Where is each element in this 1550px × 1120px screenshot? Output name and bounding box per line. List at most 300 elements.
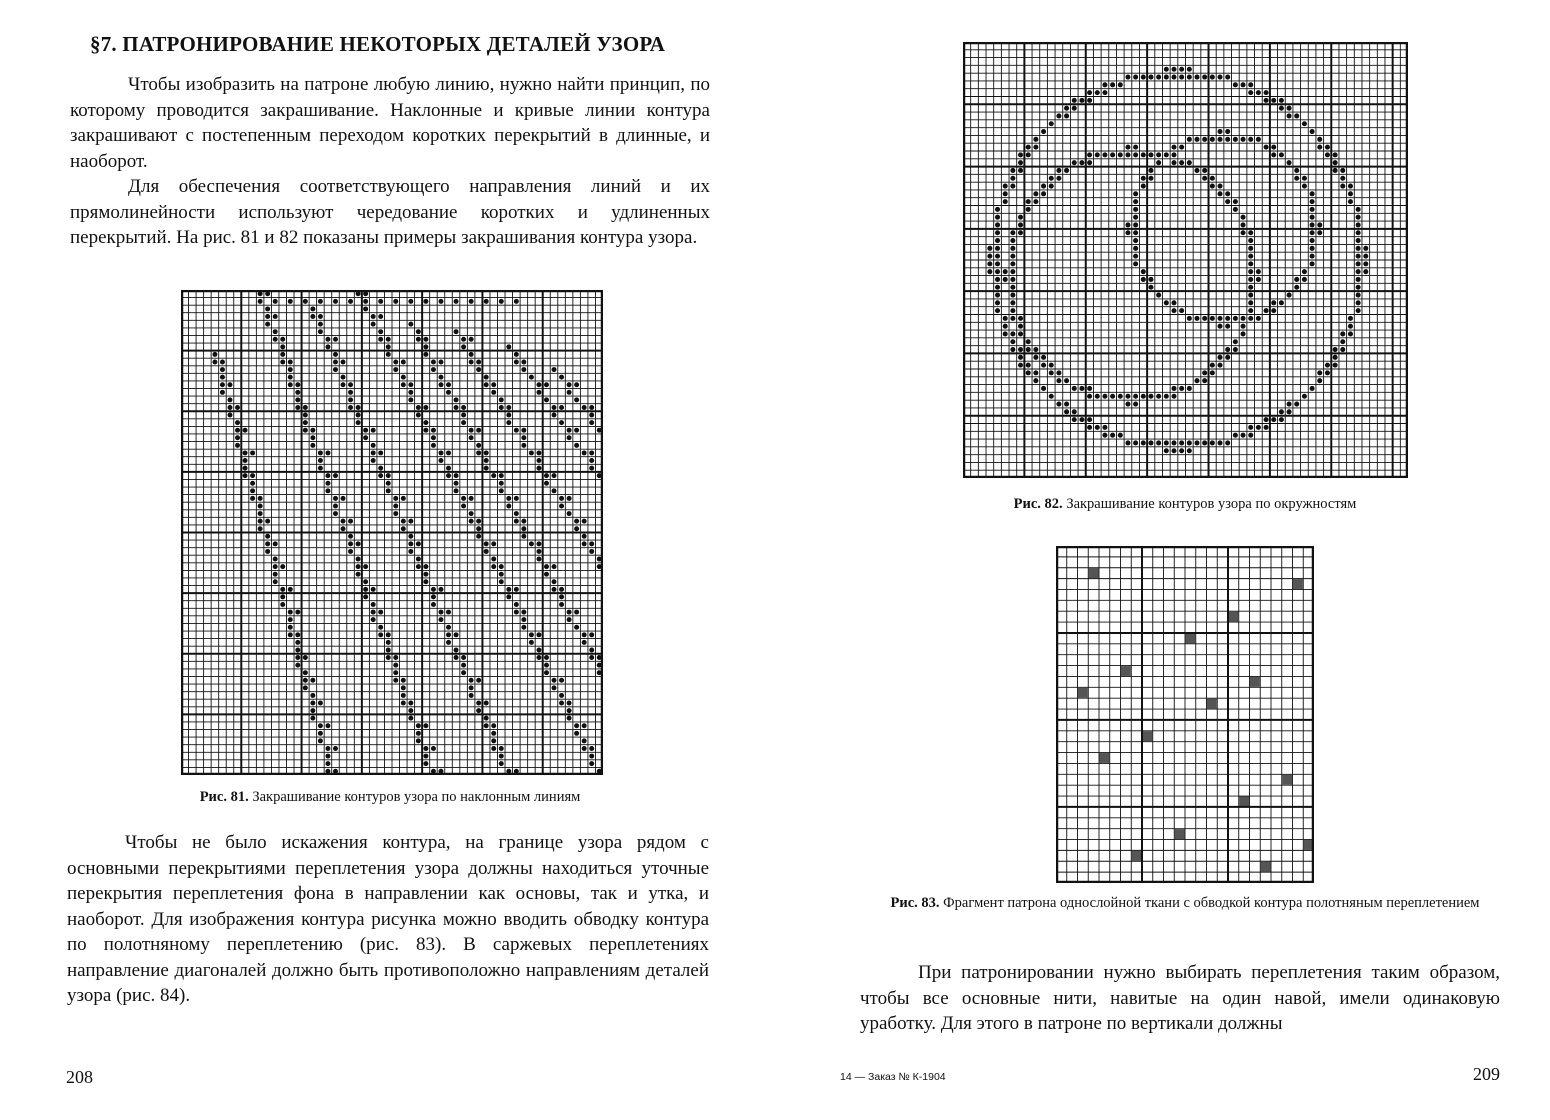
pattern-dot xyxy=(1294,168,1299,173)
pattern-dot xyxy=(1033,370,1038,375)
pattern-dot xyxy=(1333,160,1338,165)
pattern-dot xyxy=(1179,386,1184,391)
pattern-dot xyxy=(1049,363,1054,368)
pattern-dot xyxy=(1202,168,1207,173)
pattern-dot xyxy=(506,587,511,592)
pattern-dot xyxy=(431,360,436,365)
pattern-dot xyxy=(1310,215,1315,220)
pattern-dot xyxy=(393,655,398,660)
pattern-dot xyxy=(1171,145,1176,150)
pattern-dot xyxy=(484,466,489,471)
pattern-dot xyxy=(401,496,406,501)
pattern-dot xyxy=(386,337,391,342)
pattern-dot xyxy=(589,458,594,463)
pattern-dot xyxy=(386,647,391,652)
pattern-dot xyxy=(484,723,489,728)
pattern-dot xyxy=(469,511,474,516)
pattern-dot xyxy=(1133,254,1138,259)
pattern-dot xyxy=(1348,331,1353,336)
pattern-dot xyxy=(1264,308,1269,313)
figure-81-caption-text: Закрашивание контуров узора по наклонным линиям xyxy=(248,789,581,805)
pattern-dot xyxy=(423,746,428,751)
pattern-dot xyxy=(987,246,992,251)
pattern-cell-hatched xyxy=(1078,688,1088,698)
pattern-dot xyxy=(1187,160,1192,165)
pattern-dot xyxy=(363,564,368,569)
pattern-dot xyxy=(363,579,368,584)
pattern-dot xyxy=(288,625,293,630)
pattern-dot xyxy=(416,337,421,342)
pattern-dot xyxy=(536,549,541,554)
pattern-dot xyxy=(484,716,489,721)
pattern-dot xyxy=(401,360,406,365)
pattern-dot xyxy=(582,640,587,645)
pattern-dot xyxy=(1348,199,1353,204)
pattern-dot xyxy=(514,602,519,607)
pattern-dot xyxy=(1010,254,1015,259)
pattern-dot xyxy=(1333,168,1338,173)
pattern-dot xyxy=(378,466,383,471)
pattern-dot xyxy=(1018,316,1023,321)
pattern-dot xyxy=(1210,137,1215,142)
pattern-dot xyxy=(1233,347,1238,352)
pattern-dot xyxy=(559,503,564,508)
pattern-dot xyxy=(1194,137,1199,142)
pattern-dot xyxy=(499,481,504,486)
pattern-dot xyxy=(1225,199,1230,204)
pattern-dot xyxy=(265,549,270,554)
pattern-dot xyxy=(446,390,451,395)
pattern-dot xyxy=(1064,402,1069,407)
pattern-dot xyxy=(1271,98,1276,103)
pattern-dot xyxy=(288,367,293,372)
pattern-dot xyxy=(567,496,572,501)
pattern-dot xyxy=(1217,363,1222,368)
pattern-dot xyxy=(1018,230,1023,235)
pattern-dot xyxy=(1026,370,1031,375)
pattern-dot xyxy=(1164,75,1169,80)
pattern-dot xyxy=(574,723,579,728)
pattern-dot xyxy=(431,587,436,592)
pattern-dot xyxy=(1010,347,1015,352)
pattern-dot xyxy=(1095,394,1100,399)
pattern-dot xyxy=(1102,425,1107,430)
pattern-dot xyxy=(1264,417,1269,422)
pattern-dot xyxy=(371,610,376,615)
pattern-dot xyxy=(250,481,255,486)
pattern-dot xyxy=(318,322,323,327)
pattern-dot xyxy=(499,754,504,759)
pattern-dot xyxy=(386,640,391,645)
pattern-dot xyxy=(1087,98,1092,103)
pattern-dot xyxy=(386,473,391,478)
pattern-dot xyxy=(469,299,474,304)
pattern-dot xyxy=(1003,191,1008,196)
pattern-dot xyxy=(476,443,481,448)
pattern-dot xyxy=(589,754,594,759)
pattern-dot xyxy=(438,617,443,622)
pattern-dot xyxy=(310,716,315,721)
pattern-dot xyxy=(1294,176,1299,181)
pattern-dot xyxy=(499,473,504,478)
pattern-dot xyxy=(1256,269,1261,274)
pattern-dot xyxy=(1294,402,1299,407)
pattern-dot xyxy=(1164,448,1169,453)
pattern-dot xyxy=(567,390,572,395)
pattern-dot xyxy=(235,420,240,425)
pattern-dot xyxy=(1133,394,1138,399)
pattern-dot xyxy=(325,746,330,751)
pattern-dot xyxy=(1363,246,1368,251)
pattern-dot xyxy=(514,587,519,592)
pattern-dot xyxy=(258,511,263,516)
paragraph-3: Чтобы не было искажения контура, на границе узора рядом с основными перекрытиями переплетения узора должны находиться уточные перекрытия переплетения фона в направлении как основы, так и утка, и наоборот. Для изображения контура рисунка можно вводить обводку контура по полотняному переплетению (рис. 83). В саржевых переплетениях направление диагоналей должно быть противоположно направлениям деталей узора (рис. 84). xyxy=(67,832,709,1006)
pattern-dot xyxy=(371,428,376,433)
pattern-dot xyxy=(378,610,383,615)
pattern-dot xyxy=(469,678,474,683)
pattern-dot xyxy=(416,413,421,418)
pattern-dot xyxy=(310,693,315,698)
pattern-dot xyxy=(476,701,481,706)
pattern-dot xyxy=(536,541,541,546)
pattern-dot xyxy=(348,549,353,554)
pattern-dot xyxy=(1325,152,1330,157)
pattern-dot xyxy=(476,678,481,683)
pattern-dot xyxy=(401,382,406,387)
pattern-dot xyxy=(469,337,474,342)
pattern-dot xyxy=(1179,308,1184,313)
pattern-dot xyxy=(995,215,1000,220)
pattern-dot xyxy=(552,564,557,569)
pattern-dot xyxy=(371,450,376,455)
pattern-dot xyxy=(567,610,572,615)
pattern-dot xyxy=(1210,370,1215,375)
pattern-dot xyxy=(1087,386,1092,391)
pattern-dot xyxy=(356,557,361,562)
pattern-dot xyxy=(1256,137,1261,142)
pattern-dot xyxy=(1241,316,1246,321)
pattern-dot xyxy=(423,572,428,577)
pattern-dot xyxy=(348,390,353,395)
pattern-dot xyxy=(1210,184,1215,189)
pattern-dot xyxy=(1225,324,1230,329)
pattern-dot xyxy=(1310,191,1315,196)
pattern-dot xyxy=(552,367,557,372)
pattern-dot xyxy=(1356,261,1361,266)
pattern-dot xyxy=(243,473,248,478)
pattern-dot xyxy=(423,723,428,728)
pattern-dot xyxy=(1310,207,1315,212)
pattern-dot xyxy=(325,344,330,349)
pattern-dot xyxy=(303,413,308,418)
pattern-dot xyxy=(1133,75,1138,80)
pattern-dot xyxy=(1125,440,1130,445)
pattern-dot xyxy=(1133,152,1138,157)
pattern-dot xyxy=(1072,106,1077,111)
pattern-dot xyxy=(499,405,504,410)
pattern-dot xyxy=(378,450,383,455)
pattern-dot xyxy=(1179,67,1184,72)
pattern-dot xyxy=(1102,152,1107,157)
pattern-dot xyxy=(431,443,436,448)
pattern-dot xyxy=(1302,277,1307,282)
pattern-dot xyxy=(423,352,428,357)
pattern-dot xyxy=(552,405,557,410)
print-order-note: 14 — Заказ № К-1904 xyxy=(840,1071,946,1083)
pattern-dot xyxy=(258,519,263,524)
pattern-dot xyxy=(567,511,572,516)
pattern-dot xyxy=(1003,277,1008,282)
pattern-dot xyxy=(401,693,406,698)
pattern-dot xyxy=(348,382,353,387)
pattern-dot xyxy=(325,723,330,728)
pattern-dot xyxy=(491,541,496,546)
pattern-dot xyxy=(1110,152,1115,157)
pattern-dot xyxy=(582,738,587,743)
pattern-dot xyxy=(393,360,398,365)
pattern-dot xyxy=(499,564,504,569)
pattern-dot xyxy=(514,428,519,433)
pattern-dot xyxy=(393,496,398,501)
pattern-dot xyxy=(491,746,496,751)
pattern-dot xyxy=(1287,402,1292,407)
pattern-dot xyxy=(363,587,368,592)
paragraph-2: Для обеспечения соответствующего направления линий и их прямолинейности используют чередование коротких и удлиненных перекрытий. На рис. 81 и 82 показаны примеры закрашивания контура узора. xyxy=(70,176,710,248)
pattern-dot xyxy=(589,450,594,455)
pattern-dot xyxy=(484,382,489,387)
pattern-dot xyxy=(506,496,511,501)
pattern-dot xyxy=(559,420,564,425)
pattern-dot xyxy=(1287,293,1292,298)
pattern-dot xyxy=(582,534,587,539)
pattern-dot xyxy=(378,337,383,342)
pattern-dot xyxy=(1003,324,1008,329)
pattern-cell-hatched xyxy=(1293,579,1303,589)
pattern-dot xyxy=(1072,98,1077,103)
pattern-dot xyxy=(1256,277,1261,282)
pattern-dot xyxy=(408,382,413,387)
pattern-dot xyxy=(559,587,564,592)
pattern-dot xyxy=(574,382,579,387)
pattern-dot xyxy=(514,352,519,357)
pattern-dot xyxy=(288,632,293,637)
pattern-dot xyxy=(431,594,436,599)
pattern-dot xyxy=(371,322,376,327)
pattern-dot xyxy=(1279,300,1284,305)
pattern-dot xyxy=(476,534,481,539)
pattern-dot xyxy=(1148,176,1153,181)
pattern-dot xyxy=(1087,425,1092,430)
pattern-dot xyxy=(552,685,557,690)
pattern-dot xyxy=(1271,300,1276,305)
pattern-dot xyxy=(461,503,466,508)
pattern-dot xyxy=(514,610,519,615)
pattern-dot xyxy=(1210,316,1215,321)
pattern-dot xyxy=(491,557,496,562)
pattern-dot xyxy=(552,579,557,584)
pattern-dot xyxy=(1225,440,1230,445)
pattern-dot xyxy=(356,564,361,569)
pattern-dot xyxy=(325,450,330,455)
pattern-dot xyxy=(552,678,557,683)
pattern-dot xyxy=(559,602,564,607)
pattern-dot xyxy=(318,450,323,455)
pattern-dot xyxy=(536,647,541,652)
pattern-dot xyxy=(484,375,489,380)
pattern-dot xyxy=(1325,145,1330,150)
pattern-dot xyxy=(333,746,338,751)
pattern-dot xyxy=(1225,316,1230,321)
pattern-dot xyxy=(514,511,519,516)
pattern-dot xyxy=(1225,355,1230,360)
pattern-dot xyxy=(544,397,549,402)
pattern-dot xyxy=(1087,160,1092,165)
pattern-dot xyxy=(1026,339,1031,344)
pattern-dot xyxy=(408,519,413,524)
pattern-dot xyxy=(295,640,300,645)
pattern-dot xyxy=(446,382,451,387)
pattern-dot xyxy=(295,632,300,637)
pattern-dot xyxy=(995,285,1000,290)
pattern-dot xyxy=(1356,300,1361,305)
pattern-dot xyxy=(1156,75,1161,80)
pattern-dot xyxy=(514,299,519,304)
pattern-dot xyxy=(469,435,474,440)
pattern-dot xyxy=(1018,363,1023,368)
pattern-dot xyxy=(341,382,346,387)
pattern-dot xyxy=(1056,402,1061,407)
pattern-dot xyxy=(416,541,421,546)
pattern-dot xyxy=(1241,82,1246,87)
figure-81-label: Рис. 81. xyxy=(199,789,249,805)
pattern-dot xyxy=(1064,106,1069,111)
pattern-dot xyxy=(987,269,992,274)
pattern-dot xyxy=(1348,191,1353,196)
pattern-dot xyxy=(446,450,451,455)
pattern-dot xyxy=(589,466,594,471)
pattern-dot xyxy=(1356,254,1361,259)
pattern-dot xyxy=(529,541,534,546)
pattern-dot xyxy=(318,458,323,463)
pattern-dot xyxy=(333,367,338,372)
pattern-dot xyxy=(325,754,330,759)
pattern-dot xyxy=(363,299,368,304)
pattern-dot xyxy=(499,299,504,304)
pattern-dot xyxy=(1356,269,1361,274)
pattern-dot xyxy=(393,511,398,516)
pattern-dot xyxy=(341,496,346,501)
pattern-dot xyxy=(1041,363,1046,368)
pattern-dot xyxy=(1156,152,1161,157)
pattern-cell-hatched xyxy=(1229,612,1239,622)
pattern-dot xyxy=(484,299,489,304)
pattern-dot xyxy=(1164,300,1169,305)
pattern-dot xyxy=(1018,331,1023,336)
pattern-dot xyxy=(1018,324,1023,329)
pattern-dot xyxy=(273,572,278,577)
pattern-dot xyxy=(1310,386,1315,391)
pattern-dot xyxy=(431,746,436,751)
pattern-dot xyxy=(265,541,270,546)
pattern-dot xyxy=(1003,184,1008,189)
pattern-dot xyxy=(438,450,443,455)
pattern-dot xyxy=(521,443,526,448)
paragraph-1: Чтобы изобразить на патроне любую линию, нужно найти принцип, по которому проводится закрашивание. Наклонные и кривые линии контура закрашивают с постепенным переходом коротких перекрытий в длинные, и наоборот. xyxy=(70,74,710,172)
pattern-dot xyxy=(521,367,526,372)
pattern-dot xyxy=(454,488,459,493)
pattern-dot xyxy=(521,617,526,622)
pattern-dot xyxy=(1010,184,1015,189)
pattern-dot xyxy=(1217,440,1222,445)
pattern-dot xyxy=(1310,129,1315,134)
pattern-dot xyxy=(476,450,481,455)
pattern-dot xyxy=(1010,316,1015,321)
pattern-dot xyxy=(1233,82,1238,87)
pattern-dot xyxy=(1033,199,1038,204)
pattern-dot xyxy=(1041,184,1046,189)
pattern-dot xyxy=(1248,308,1253,313)
pattern-dot xyxy=(1072,409,1077,414)
pattern-dot xyxy=(1279,409,1284,414)
pattern-dot xyxy=(499,579,504,584)
pattern-dot xyxy=(1256,425,1261,430)
pattern-dot xyxy=(1210,176,1215,181)
pattern-dot xyxy=(995,222,1000,227)
pattern-dot xyxy=(1287,113,1292,118)
pattern-dot xyxy=(1010,285,1015,290)
pattern-dot xyxy=(461,663,466,668)
pattern-dot xyxy=(1056,370,1061,375)
pattern-dot xyxy=(235,405,240,410)
figure-82 xyxy=(963,42,1408,478)
pattern-dot xyxy=(1194,75,1199,80)
pattern-dot xyxy=(333,352,338,357)
pattern-dot xyxy=(333,503,338,508)
pattern-dot xyxy=(363,435,368,440)
pattern-dot xyxy=(1248,246,1253,251)
pattern-dot xyxy=(491,390,496,395)
pattern-dot xyxy=(1248,293,1253,298)
pattern-dot xyxy=(356,420,361,425)
pattern-dot xyxy=(529,632,534,637)
pattern-dot xyxy=(288,610,293,615)
pattern-dot xyxy=(1248,254,1253,259)
pattern-dot xyxy=(1248,230,1253,235)
pattern-dot xyxy=(1310,230,1315,235)
pattern-dot xyxy=(408,397,413,402)
pattern-dot xyxy=(476,360,481,365)
pattern-dot xyxy=(589,420,594,425)
pattern-dot xyxy=(574,526,579,531)
pattern-dot xyxy=(273,299,278,304)
pattern-cell-hatched xyxy=(1175,829,1185,839)
pattern-cell-hatched xyxy=(1089,568,1099,578)
pattern-dot xyxy=(408,322,413,327)
pattern-dot xyxy=(1202,316,1207,321)
pattern-dot xyxy=(461,344,466,349)
pattern-dot xyxy=(1026,363,1031,368)
pattern-dot xyxy=(491,731,496,736)
pattern-dot xyxy=(341,375,346,380)
pattern-dot xyxy=(1156,293,1161,298)
pattern-dot xyxy=(243,466,248,471)
pattern-dot xyxy=(1217,316,1222,321)
pattern-dot xyxy=(1041,386,1046,391)
pattern-dot xyxy=(1148,277,1153,282)
pattern-dot xyxy=(273,329,278,334)
pattern-dot xyxy=(582,632,587,637)
pattern-dot xyxy=(574,610,579,615)
